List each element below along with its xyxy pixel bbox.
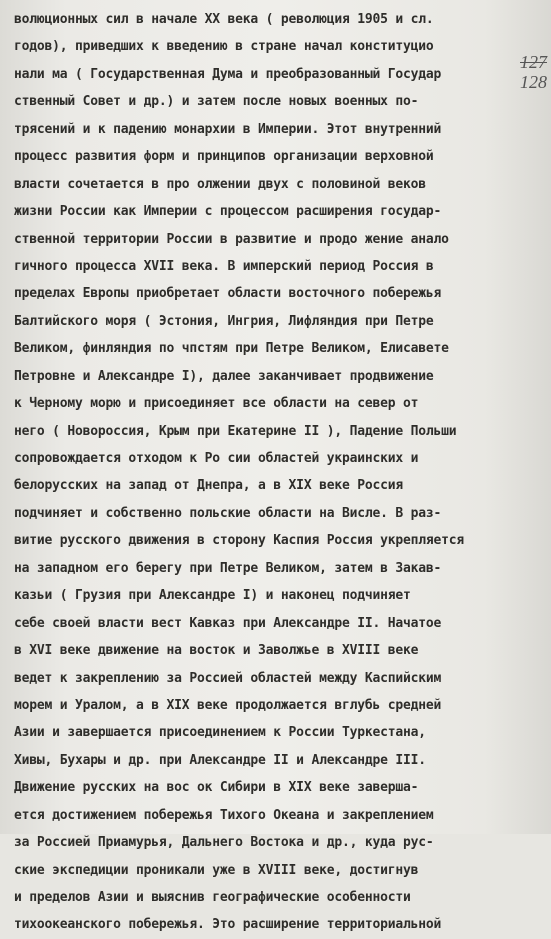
text-line: Азии и завершается присоединением к России Туркестана,: [14, 725, 426, 741]
text-line: ственный Совет и др.) и затем после новых военных по-: [14, 94, 419, 110]
text-line: сопровождается отходом к Ро сии областей украинских и: [14, 451, 419, 466]
text-line: Хивы, Бухары и др. при Александре II и Александре III.: [14, 752, 426, 768]
text-line: годов), приведших к введению в стране начал конституцио: [14, 39, 434, 55]
text-line: него ( Новороссия, Крым при Екатерине II ), Падение Польши: [14, 423, 457, 439]
text-line: Великом, финляндия по чпстям при Петре Великом, Елисавете: [14, 341, 449, 357]
text-line: в XVI веке движение на восток и Заволжье в XVIII веке: [14, 643, 419, 659]
text-line: Балтийского моря ( Эстония, Ингрия, Лифляндия при Петре: [14, 313, 434, 329]
text-line: подчиняет и собственно польские области на Висле. В раз-: [14, 505, 442, 521]
text-line: казьи ( Грузия при Александре I) и наконец подчиняет: [14, 588, 411, 604]
text-line: гичного процесса XVII века. В имперский период Россия в: [14, 258, 434, 274]
text-line: себе своей власти вест Кавказ при Александре II. Начатое: [14, 615, 442, 631]
text-line: витие русского движения в сторону Каспия Россия укрепляется: [14, 533, 464, 549]
text-line: Движение русских на вос ок Сибири в XIX веке заверша-: [14, 780, 419, 796]
text-line: тихоокеанского побережья. Это расширение территориальной: [14, 917, 442, 933]
text-line: пределах Европы приобретает области восточного побережья: [14, 286, 442, 302]
typed-text-body: [14, 6, 544, 939]
text-line: Петровне и Александре I), далее заканчивает продвижение: [14, 368, 434, 384]
text-line: на западном его берегу при Петре Великом, затем в Закав-: [14, 560, 442, 576]
text-line: трясений и к падению монархии в Империи. Этот внутренний: [14, 121, 442, 137]
text-line: волюционных сил в начале XX века ( революция 1905 и сл.: [14, 12, 434, 27]
text-line: за Россией Приамурья, Дальнего Востока и др., куда рус-: [14, 835, 434, 851]
old-page-number: 127: [520, 52, 547, 72]
handwritten-page-number: [520, 52, 547, 92]
text-line: ется достижением побережья Тихого Океана и закреплением: [14, 807, 434, 823]
text-line: нали ма ( Государственная Дума и преобразованный Государ: [14, 66, 442, 82]
text-line: ственной территории России в развитие и продо жение анало: [14, 231, 449, 247]
text-line: ведет к закреплению за Россией областей между Каспийским: [14, 670, 442, 686]
text-line: власти сочетается в про олжении двух с половиной веков: [14, 176, 426, 192]
text-line: белорусских на запад от Днепра, а в XIX веке Россия: [14, 478, 403, 494]
text-line: процесс развития форм и принципов организации верховной: [14, 149, 434, 165]
text-line: к Черному морю и присоединяет все области на север от: [14, 396, 419, 412]
text-line: морем и Уралом, а в XIX веке продолжается вглубь средней: [14, 697, 442, 713]
text-line: и пределов Азии и выяснив географические особенности: [14, 890, 411, 905]
text-line: ские экспедиции проникали уже в XVIII веке, достигнув: [14, 862, 419, 878]
new-page-number: 128: [520, 72, 547, 92]
text-line: жизни России как Империи с процессом расширения государ-: [14, 204, 442, 220]
